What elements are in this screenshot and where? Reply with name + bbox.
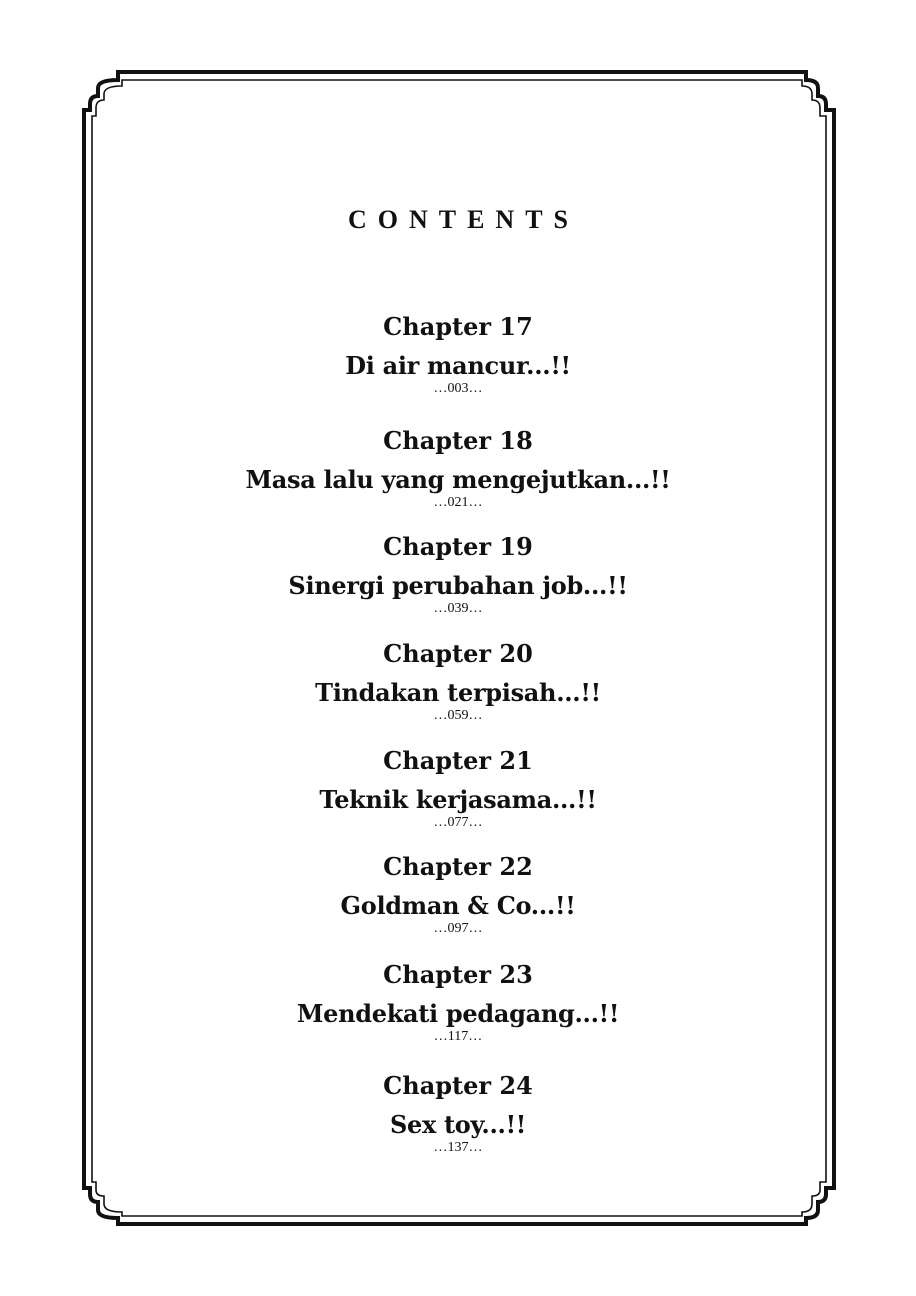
toc-entry-chapter-22[interactable] (0, 852, 916, 937)
toc-entry-chapter-20[interactable] (0, 639, 916, 724)
chapter-title: Tindakan terpisah...!! (315, 678, 601, 707)
chapter-label: Chapter 23 (383, 960, 533, 989)
toc-entry-chapter-23[interactable] (0, 960, 916, 1045)
chapter-page-number: …021… (433, 495, 483, 510)
chapter-page-number: …077… (433, 815, 483, 830)
chapter-page-number: …137… (433, 1140, 483, 1155)
chapter-title: Goldman & Co...!! (340, 891, 576, 920)
chapter-page-number: …039… (433, 601, 483, 616)
chapter-title: Sinergi perubahan job...!! (288, 571, 628, 600)
chapter-title: Sex toy...!! (389, 1110, 527, 1139)
chapter-label: Chapter 22 (383, 852, 533, 881)
toc-entry-chapter-21[interactable] (0, 746, 916, 831)
toc-entry-chapter-18[interactable] (0, 426, 916, 511)
chapter-label: Chapter 21 (383, 746, 533, 775)
toc-entry-chapter-24[interactable] (0, 1071, 916, 1156)
chapter-label: Chapter 18 (383, 426, 533, 455)
chapter-page-number: …097… (433, 921, 483, 936)
toc-entry-chapter-19[interactable] (0, 532, 916, 617)
chapter-page-number: …059… (433, 708, 483, 723)
chapter-label: Chapter 20 (383, 639, 533, 668)
chapter-title: Di air mancur...!! (345, 351, 571, 380)
chapter-label: Chapter 24 (383, 1071, 533, 1100)
contents-heading: CONTENTS (347, 205, 580, 234)
chapter-title: Masa lalu yang mengejutkan...!! (245, 465, 671, 494)
chapter-label: Chapter 19 (383, 532, 533, 561)
chapter-title: Mendekati pedagang...!! (296, 999, 620, 1028)
toc-entry-chapter-17[interactable] (0, 312, 916, 397)
chapter-label: Chapter 17 (383, 312, 533, 341)
chapter-title: Teknik kerjasama...!! (319, 785, 597, 814)
chapter-page-number: …003… (433, 381, 483, 396)
chapter-page-number: …117… (433, 1029, 483, 1044)
